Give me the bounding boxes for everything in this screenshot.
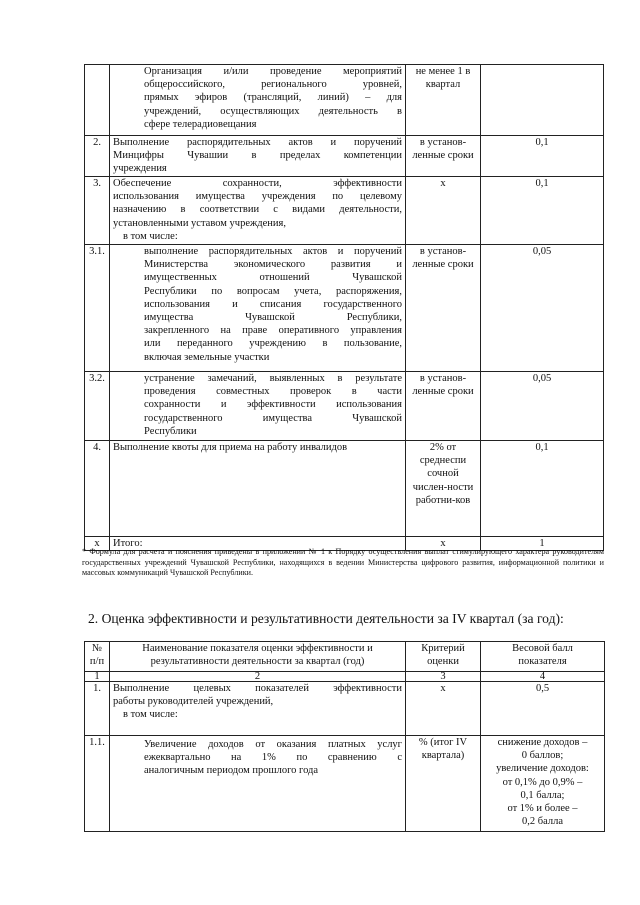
description-line: Выполнение распорядительных актов и поручений [113, 137, 402, 148]
row-description [110, 441, 406, 537]
description-line: общероссийского, регионального уровней, [144, 79, 402, 91]
row-criterion: в установ-ленные сроки [406, 245, 481, 372]
row-criterion: в установ-ленные сроки [406, 136, 481, 177]
description-line: прямых эфиров (трансляций, линий) – для [144, 92, 402, 104]
table-row [85, 245, 604, 372]
row-description [110, 736, 406, 832]
description-line: проведения совместных проверок в части [144, 386, 402, 398]
description-line: использования и списания государственного [144, 298, 402, 310]
row-score [481, 736, 605, 832]
column-index: 3 [406, 672, 481, 682]
score-line: снижение доходов – [497, 737, 588, 748]
score-line: 0,1 балла; [520, 789, 565, 801]
row-description [110, 372, 406, 441]
row-score: 1 [481, 537, 604, 551]
description-line: имущественных отношений Чувашской [144, 272, 402, 284]
description-line: установленными уставом учреждения, [113, 217, 286, 229]
table-row [85, 441, 604, 537]
row-criterion: % (итог IV квартала) [406, 736, 481, 832]
description-line: Выполнение квоты для приема на работу инвалидов [113, 442, 348, 453]
description-line: сфере телерадиовещания [144, 118, 257, 130]
table-row [85, 177, 604, 245]
description-line: имущества Чувашской Республики, [144, 312, 402, 324]
table-row [85, 372, 604, 441]
row-criterion: не менее 1 в квартал [406, 65, 481, 136]
description-line: использования имущества учреждения по целевому [113, 191, 402, 203]
table-row [85, 682, 605, 736]
row-score: 0,1 [481, 177, 604, 245]
row-number: 1.1. [85, 736, 110, 832]
score-line: 0,2 балла [522, 816, 563, 828]
description-line: закрепленного на праве оперативного управления [144, 325, 402, 337]
description-line: государственного имущества Чувашской [144, 412, 402, 424]
row-number: 2. [85, 136, 110, 177]
description-line: ежеквартально на 1% по сравнению с [144, 752, 402, 764]
column-index: 4 [481, 672, 605, 682]
description-line: аналогичным периодом прошлого года [144, 765, 319, 777]
row-description [110, 245, 406, 372]
description-line: Минцифры Чувашии в пределах компетенции [113, 150, 402, 162]
description-subline: в том числе: [123, 230, 178, 242]
row-number: 4. [85, 441, 110, 537]
indicators-table-part1 [84, 64, 604, 551]
description-line: или переданного учреждению в пользование, [144, 338, 402, 350]
header-num: № п/п [85, 642, 110, 672]
row-number [85, 65, 110, 136]
description-line: учреждения [113, 163, 167, 175]
row-description [110, 136, 406, 177]
row-number: 1. [85, 682, 110, 736]
header-criterion: Критерий оценки [406, 642, 481, 672]
row-description [110, 65, 406, 136]
row-score: 0,1 [481, 136, 604, 177]
row-number: х [85, 537, 110, 551]
table-row [85, 736, 605, 832]
score-line: увеличение доходов: [496, 763, 589, 775]
row-number: 3.2. [85, 372, 110, 441]
description-line: работы руководителей учреждений, [113, 696, 274, 708]
row-description [110, 177, 406, 245]
section-2-title: 2. Оценка эффективности и результативности деятельности за IV квартал (за год): [88, 611, 564, 626]
row-number: 3. [85, 177, 110, 245]
score-line: от 1% и более – [507, 803, 578, 815]
description-line: устранение замечаний, выявленных в результате [144, 373, 402, 384]
description-line: назначению в соответствии с видами деятельности, [113, 204, 402, 216]
table-row [85, 136, 604, 177]
row-score: 0,05 [481, 245, 604, 372]
score-line: от 0,1% до 0,9% – [502, 776, 583, 788]
column-index: 2 [110, 672, 406, 682]
footnote: * Формула для расчета и пояснения приведены в приложении № 1 к Порядку осуществления выплат стимулирующего характера руководителям государственных учреждений Чувашской Республики, находящихся в ведении Министерства цифрового развития, информационной политики и массовых коммуникаций Чувашской Республики. [82, 547, 604, 578]
indicators-table-part2-body [85, 682, 605, 832]
description-line: Республики по вопросам учета, распоряжения, [144, 285, 402, 297]
description-line: включая земельные участки [144, 351, 270, 363]
row-score [481, 65, 604, 136]
description-line: Выполнение целевых показателей эффективности [113, 683, 402, 694]
description-line: Республики [144, 425, 197, 437]
description-line: учреждений, осуществляющих деятельность в [144, 105, 402, 117]
row-score: 0,05 [481, 372, 604, 441]
row-criterion: в установ-ленные сроки [406, 372, 481, 441]
row-score: 0,1 [481, 441, 604, 537]
table-header-row [85, 642, 605, 672]
indicators-table-part2 [84, 641, 605, 832]
row-description [110, 682, 406, 736]
description-line: Организация и/или проведение мероприятий [144, 66, 402, 77]
row-score: 0,5 [481, 682, 605, 736]
header-name: Наименование показателя оценки эффективности и результативности деятельности за квартал (год) [110, 642, 406, 672]
description-line: Министерства экономического развития и [144, 259, 402, 271]
description-line: Обеспечение сохранности, эффективности [113, 178, 402, 189]
column-index-row [85, 672, 605, 682]
table-row [85, 65, 604, 136]
row-criterion: х [406, 177, 481, 245]
header-score: Весовой балл показателя [481, 642, 605, 672]
column-index: 1 [85, 672, 110, 682]
row-criterion: х [406, 537, 481, 551]
description-line: Увеличение доходов от оказания платных услуг [144, 739, 402, 750]
row-criterion: х [406, 682, 481, 736]
row-criterion: 2% от среднеспи сочной числен-ности работни-ков [406, 441, 481, 537]
row-number: 3.1. [85, 245, 110, 372]
score-line: 0 баллов; [521, 750, 564, 762]
description-line: выполнение распорядительных актов и поручений [144, 246, 402, 257]
description-line: сохранности и эффективности использования [144, 399, 402, 411]
indicators-table-part1-body [85, 65, 604, 551]
description-subline: в том числе: [123, 709, 178, 721]
description-line: Итого: [113, 538, 143, 549]
